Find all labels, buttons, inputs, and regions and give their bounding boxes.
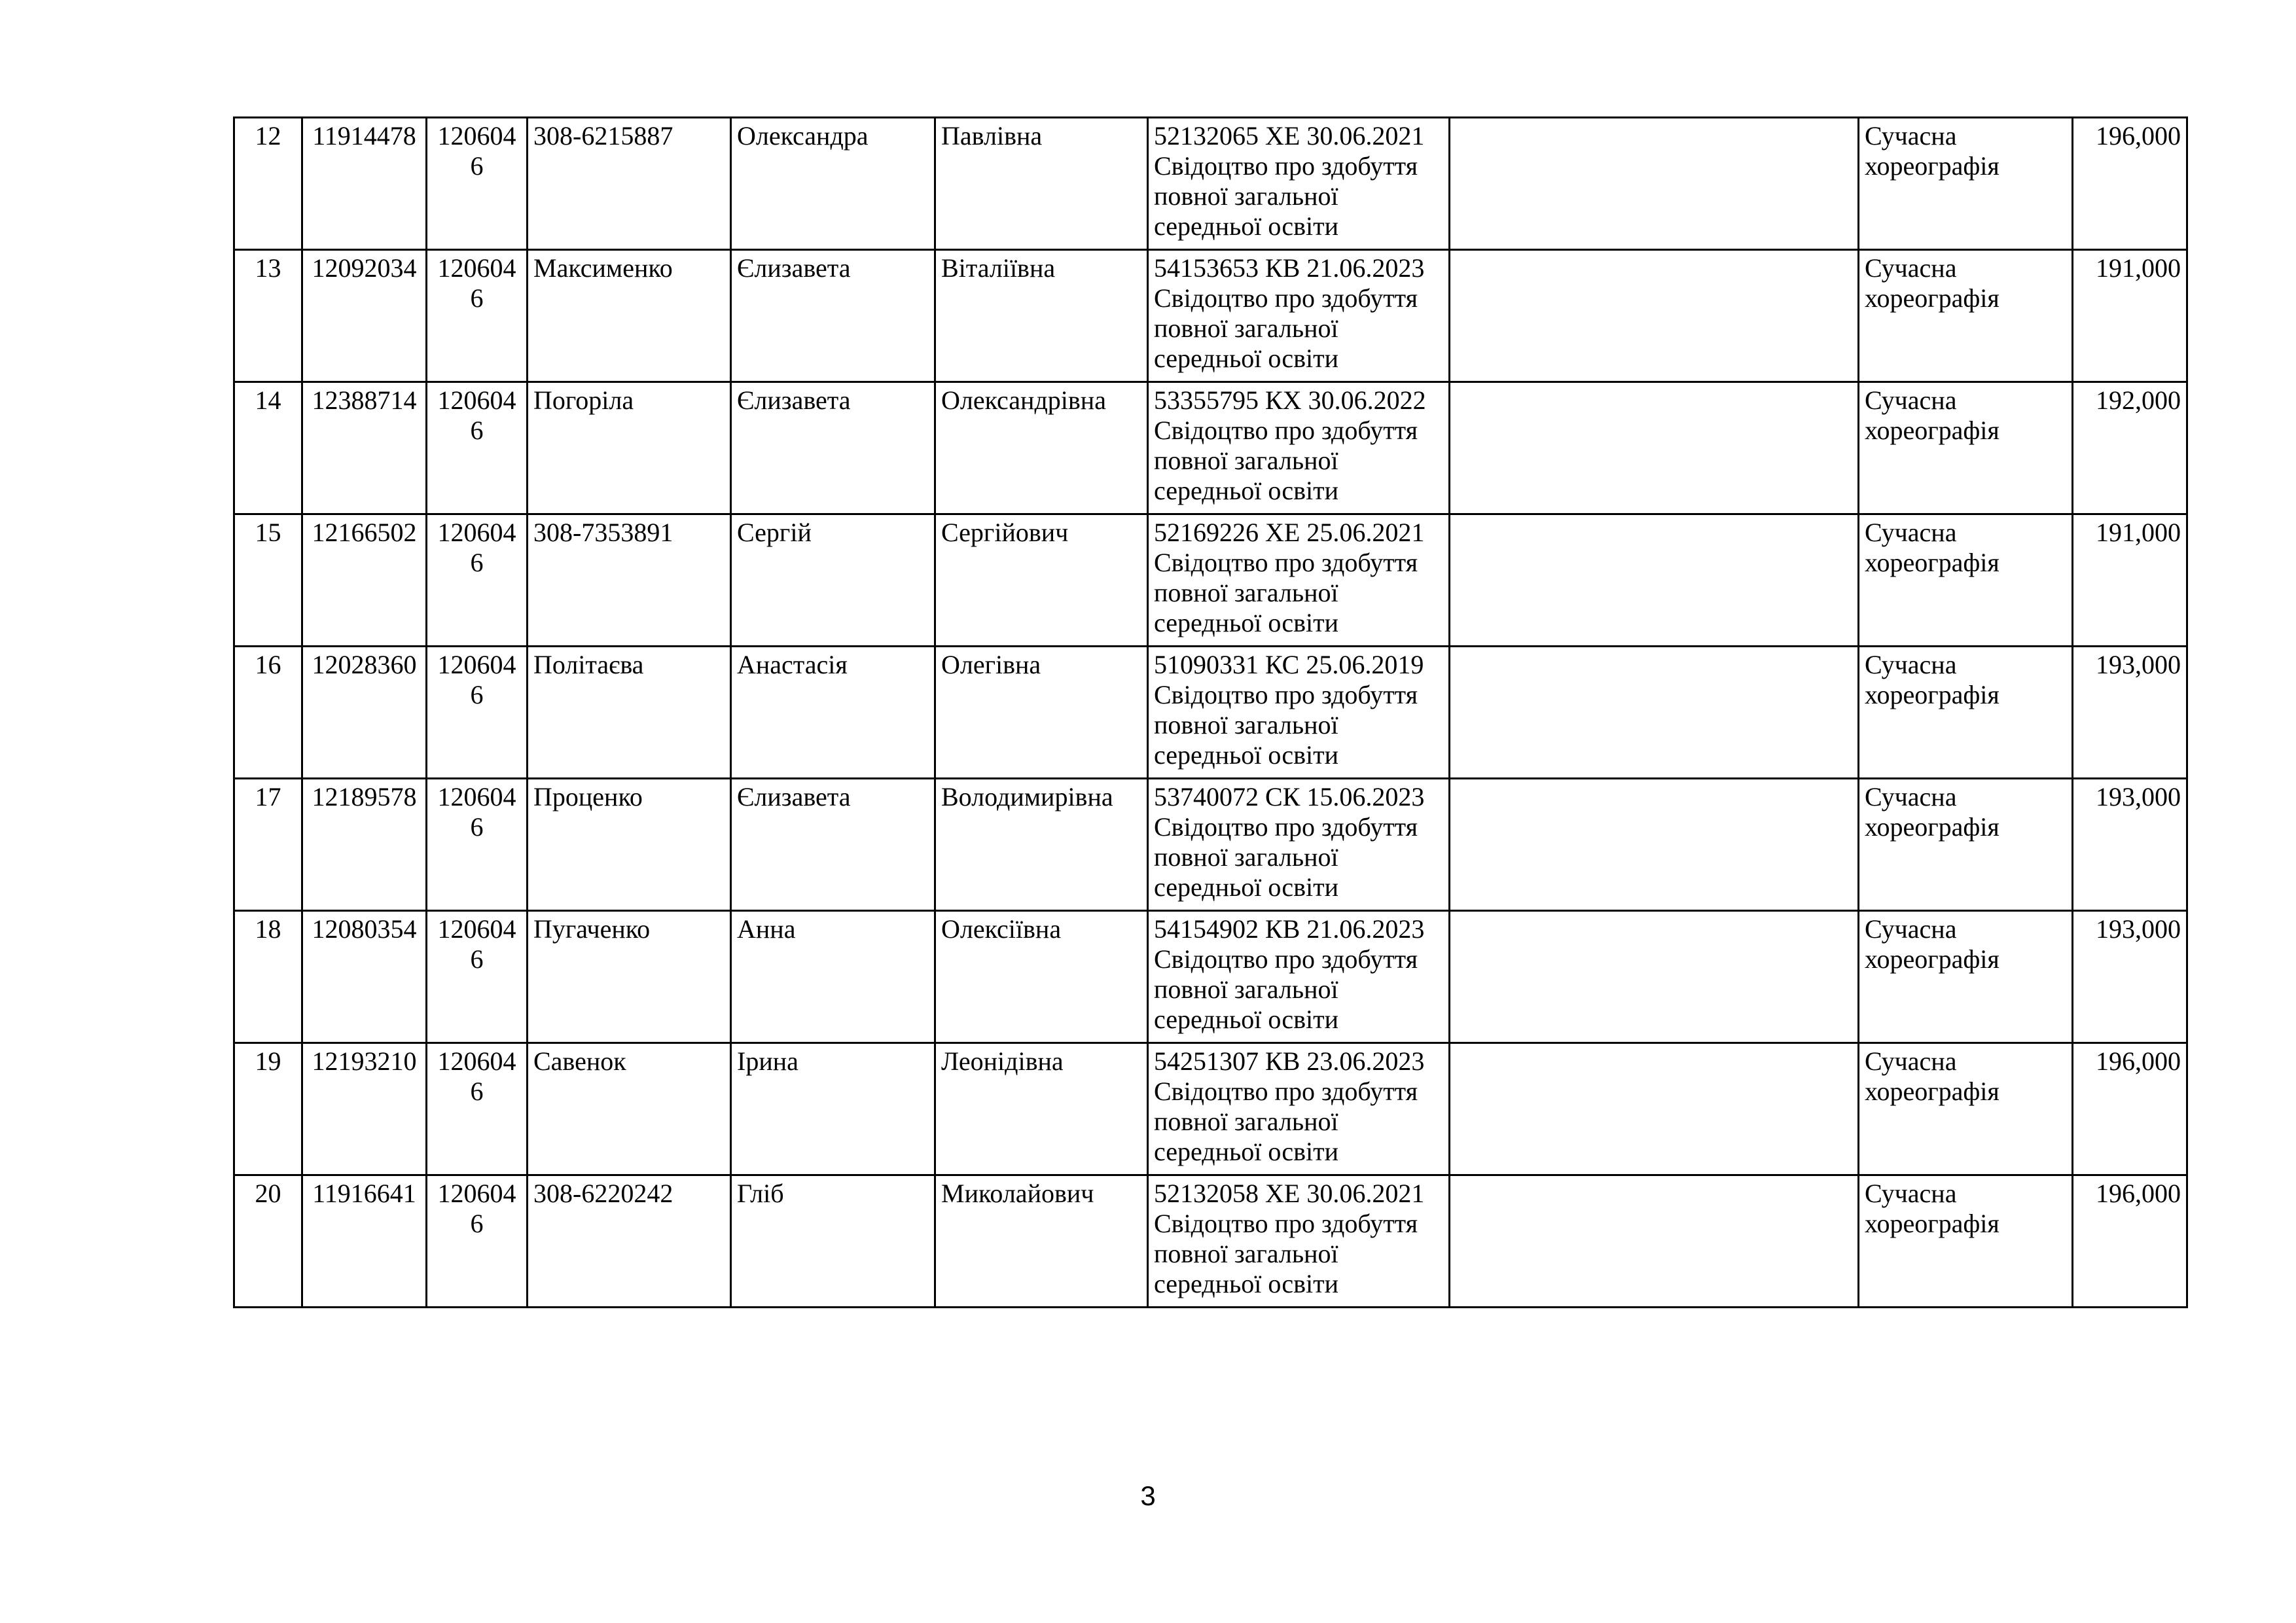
program-code-cell: 1206046 <box>427 250 528 382</box>
education-document-cell <box>1148 118 1450 250</box>
education-document-cell <box>1148 1043 1450 1175</box>
program-code-cell: 1206046 <box>427 118 528 250</box>
education-document-line: середньої освіти <box>1154 740 1338 770</box>
table-row <box>234 779 2187 911</box>
row-number-cell: 19 <box>234 1043 302 1175</box>
education-document-line: Свідоцтво про здобуття <box>1154 548 1418 577</box>
education-document-cell <box>1148 647 1450 779</box>
row-number-cell: 15 <box>234 514 302 647</box>
note-cell <box>1450 779 1859 911</box>
education-document-line: 54154902 КВ 21.06.2023 <box>1154 914 1425 944</box>
last-name-cell: 308-6215887 <box>528 118 731 250</box>
applicants-table <box>233 116 2188 1308</box>
application-id-cell: 12193210 <box>302 1043 427 1175</box>
education-document-line: 52169226 ХЕ 25.06.2021 <box>1154 518 1425 547</box>
education-document-line: середньої освіти <box>1154 476 1338 505</box>
specialty-cell: Сучасна хореографія <box>1859 779 2073 911</box>
note-cell <box>1450 1043 1859 1175</box>
row-number-cell: 17 <box>234 779 302 911</box>
education-document-line: Свідоцтво про здобуття <box>1154 416 1418 445</box>
program-code-cell: 1206046 <box>427 382 528 514</box>
last-name-cell: Проценко <box>528 779 731 911</box>
middle-name-cell: Леонідівна <box>935 1043 1148 1175</box>
education-document-line: повної загальної <box>1154 446 1338 475</box>
middle-name-cell: Віталіївна <box>935 250 1148 382</box>
row-number-cell: 16 <box>234 647 302 779</box>
application-id-cell: 12080354 <box>302 911 427 1043</box>
education-document-line: 54153653 КВ 21.06.2023 <box>1154 253 1425 283</box>
application-id-cell: 11914478 <box>302 118 427 250</box>
education-document-line: Свідоцтво про здобуття <box>1154 680 1418 709</box>
education-document-cell <box>1148 514 1450 647</box>
education-document-line: середньої освіти <box>1154 1005 1338 1034</box>
education-document-line: середньої освіти <box>1154 872 1338 902</box>
first-name-cell: Єлизавета <box>731 779 935 911</box>
middle-name-cell: Володимирівна <box>935 779 1148 911</box>
specialty-cell: Сучасна хореографія <box>1859 382 2073 514</box>
application-id-cell: 11916641 <box>302 1175 427 1308</box>
last-name-cell: Політаєва <box>528 647 731 779</box>
education-document-line: повної загальної <box>1154 974 1338 1004</box>
competition-score-cell: 193,000 <box>2073 779 2187 911</box>
specialty-cell: Сучасна хореографія <box>1859 118 2073 250</box>
education-document-line: 53355795 КХ 30.06.2022 <box>1154 385 1426 415</box>
education-document-line: повної загальної <box>1154 1107 1338 1136</box>
table-row <box>234 250 2187 382</box>
education-document-cell <box>1148 250 1450 382</box>
last-name-cell: Максименко <box>528 250 731 382</box>
first-name-cell: Ірина <box>731 1043 935 1175</box>
education-document-line: 54251307 КВ 23.06.2023 <box>1154 1046 1425 1076</box>
education-document-line: 52132065 ХЕ 30.06.2021 <box>1154 121 1425 151</box>
middle-name-cell: Павлівна <box>935 118 1148 250</box>
specialty-cell: Сучасна хореографія <box>1859 250 2073 382</box>
note-cell <box>1450 647 1859 779</box>
table-row <box>234 1175 2187 1308</box>
education-document-cell <box>1148 779 1450 911</box>
competition-score-cell: 193,000 <box>2073 647 2187 779</box>
education-document-line: середньої освіти <box>1154 1269 1338 1298</box>
middle-name-cell: Сергійович <box>935 514 1148 647</box>
applicants-table-body <box>234 118 2187 1308</box>
education-document-line: 53740072 СК 15.06.2023 <box>1154 782 1425 812</box>
first-name-cell: Олександра <box>731 118 935 250</box>
table-row <box>234 118 2187 250</box>
education-document-line: повної загальної <box>1154 313 1338 343</box>
last-name-cell: 308-7353891 <box>528 514 731 647</box>
middle-name-cell: Олегівна <box>935 647 1148 779</box>
last-name-cell: Пугаченко <box>528 911 731 1043</box>
last-name-cell: Погоріла <box>528 382 731 514</box>
education-document-line: 52132058 ХЕ 30.06.2021 <box>1154 1179 1425 1208</box>
row-number-cell: 12 <box>234 118 302 250</box>
competition-score-cell: 196,000 <box>2073 118 2187 250</box>
first-name-cell: Сергій <box>731 514 935 647</box>
education-document-line: повної загальної <box>1154 842 1338 872</box>
table-row <box>234 514 2187 647</box>
last-name-cell: 308-6220242 <box>528 1175 731 1308</box>
education-document-line: Свідоцтво про здобуття <box>1154 1077 1418 1106</box>
education-document-line: повної загальної <box>1154 578 1338 607</box>
competition-score-cell: 193,000 <box>2073 911 2187 1043</box>
last-name-cell: Савенок <box>528 1043 731 1175</box>
competition-score-cell: 196,000 <box>2073 1043 2187 1175</box>
application-id-cell: 12166502 <box>302 514 427 647</box>
education-document-line: Свідоцтво про здобуття <box>1154 1209 1418 1238</box>
note-cell <box>1450 1175 1859 1308</box>
specialty-cell: Сучасна хореографія <box>1859 1043 2073 1175</box>
application-id-cell: 12028360 <box>302 647 427 779</box>
competition-score-cell: 191,000 <box>2073 514 2187 647</box>
table-row <box>234 647 2187 779</box>
table-row <box>234 1043 2187 1175</box>
education-document-line: середньої освіти <box>1154 344 1338 373</box>
application-id-cell: 12092034 <box>302 250 427 382</box>
education-document-line: середньої освіти <box>1154 211 1338 241</box>
first-name-cell: Гліб <box>731 1175 935 1308</box>
education-document-line: Свідоцтво про здобуття <box>1154 944 1418 974</box>
page-number: 3 <box>1140 1480 1156 1511</box>
note-cell <box>1450 250 1859 382</box>
education-document-cell <box>1148 1175 1450 1308</box>
note-cell <box>1450 118 1859 250</box>
program-code-cell: 1206046 <box>427 1175 528 1308</box>
note-cell <box>1450 911 1859 1043</box>
row-number-cell: 18 <box>234 911 302 1043</box>
first-name-cell: Анна <box>731 911 935 1043</box>
application-id-cell: 12388714 <box>302 382 427 514</box>
education-document-line: Свідоцтво про здобуття <box>1154 812 1418 842</box>
program-code-cell: 1206046 <box>427 514 528 647</box>
education-document-line: 51090331 КС 25.06.2019 <box>1154 650 1424 679</box>
program-code-cell: 1206046 <box>427 911 528 1043</box>
education-document-line: Свідоцтво про здобуття <box>1154 151 1418 181</box>
education-document-cell <box>1148 382 1450 514</box>
competition-score-cell: 191,000 <box>2073 250 2187 382</box>
specialty-cell: Сучасна хореографія <box>1859 647 2073 779</box>
first-name-cell: Анастасія <box>731 647 935 779</box>
program-code-cell: 1206046 <box>427 1043 528 1175</box>
education-document-line: повної загальної <box>1154 1239 1338 1268</box>
row-number-cell: 20 <box>234 1175 302 1308</box>
competition-score-cell: 196,000 <box>2073 1175 2187 1308</box>
middle-name-cell: Миколайович <box>935 1175 1148 1308</box>
education-document-cell <box>1148 911 1450 1043</box>
middle-name-cell: Олексіївна <box>935 911 1148 1043</box>
table-row <box>234 382 2187 514</box>
first-name-cell: Єлизавета <box>731 250 935 382</box>
middle-name-cell: Олександрівна <box>935 382 1148 514</box>
table-row <box>234 911 2187 1043</box>
note-cell <box>1450 514 1859 647</box>
specialty-cell: Сучасна хореографія <box>1859 911 2073 1043</box>
row-number-cell: 14 <box>234 382 302 514</box>
competition-score-cell: 192,000 <box>2073 382 2187 514</box>
education-document-line: середньої освіти <box>1154 608 1338 637</box>
education-document-line: повної загальної <box>1154 181 1338 211</box>
note-cell <box>1450 382 1859 514</box>
specialty-cell: Сучасна хореографія <box>1859 514 2073 647</box>
program-code-cell: 1206046 <box>427 779 528 911</box>
row-number-cell: 13 <box>234 250 302 382</box>
education-document-line: повної загальної <box>1154 710 1338 740</box>
education-document-line: середньої освіти <box>1154 1137 1338 1166</box>
education-document-line: Свідоцтво про здобуття <box>1154 283 1418 313</box>
first-name-cell: Єлизавета <box>731 382 935 514</box>
application-id-cell: 12189578 <box>302 779 427 911</box>
program-code-cell: 1206046 <box>427 647 528 779</box>
specialty-cell: Сучасна хореографія <box>1859 1175 2073 1308</box>
